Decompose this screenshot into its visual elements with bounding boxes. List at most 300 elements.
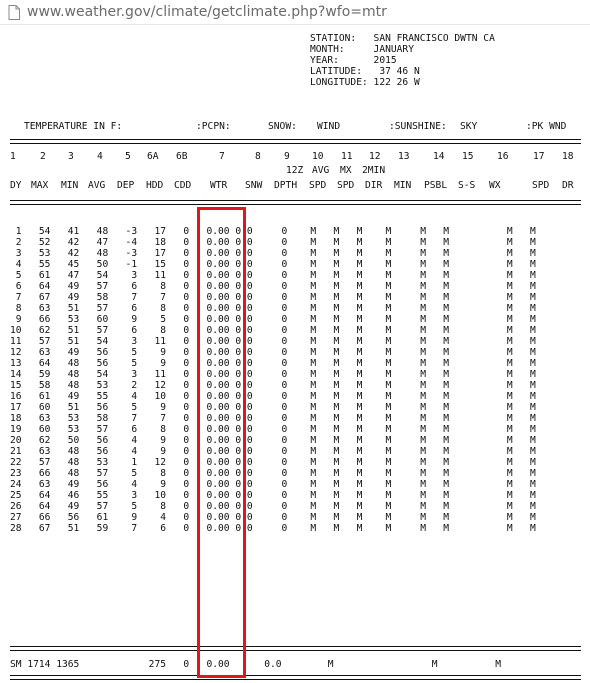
table-cell-dpth: 0 bbox=[252, 270, 288, 281]
column-label: SPD bbox=[532, 180, 550, 191]
table-cell-dpth: 0 bbox=[252, 292, 288, 303]
table-cell-pkspd: M bbox=[495, 259, 513, 270]
table-cell-sunmin: M bbox=[362, 303, 392, 314]
table-cell-snw: 0.0 bbox=[229, 314, 253, 325]
table-cell-hdd: 6 bbox=[137, 523, 167, 534]
table-cell-spd: M bbox=[287, 336, 317, 347]
table-cell-dpth: 0 bbox=[252, 413, 288, 424]
table-cell-pkspd: M bbox=[495, 314, 513, 325]
table-cell-dep: 2 bbox=[108, 380, 138, 391]
wind-group-header: WIND bbox=[317, 121, 341, 132]
table-cell-min: 49 bbox=[50, 479, 80, 490]
table-cell-wtr: 0.00 bbox=[189, 303, 230, 314]
table-row bbox=[10, 435, 536, 446]
table-cell-wx bbox=[449, 259, 495, 270]
table-cell-pkdr: M bbox=[512, 457, 536, 468]
table-cell-snw: 0.0 bbox=[229, 413, 253, 424]
table-cell-min: 42 bbox=[50, 237, 80, 248]
table-cell-pkspd: M bbox=[495, 325, 513, 336]
table-cell-cdd: 0 bbox=[166, 270, 190, 281]
sum-ss: M bbox=[472, 659, 502, 670]
table-cell-hdd: 15 bbox=[137, 259, 167, 270]
table-cell-mxspd: M bbox=[316, 248, 340, 259]
table-cell-wtr: 0.00 bbox=[189, 347, 230, 358]
table-cell-min: 48 bbox=[50, 358, 80, 369]
table-row bbox=[10, 270, 536, 281]
table-cell-min: 51 bbox=[50, 402, 80, 413]
table-cell-dir: M bbox=[339, 303, 363, 314]
sum-label: SM bbox=[10, 659, 22, 670]
sunshine-group-header: :SUNSHINE: bbox=[389, 121, 447, 132]
table-cell-cdd: 0 bbox=[166, 369, 190, 380]
table-cell-wx bbox=[449, 292, 495, 303]
table-cell-wx bbox=[449, 501, 495, 512]
table-cell-psbl: M bbox=[391, 369, 426, 380]
table-cell-mxspd: M bbox=[316, 270, 340, 281]
station-value: SAN FRANCISCO DWTN CA bbox=[373, 33, 495, 44]
table-cell-dir: M bbox=[339, 314, 363, 325]
table-cell-snw: 0.0 bbox=[229, 358, 253, 369]
table-cell-pkspd: M bbox=[495, 413, 513, 424]
table-cell-ss: M bbox=[425, 281, 450, 292]
table-cell-pkdr: M bbox=[512, 413, 536, 424]
table-cell-avg: 54 bbox=[79, 369, 109, 380]
table-cell-sunmin: M bbox=[362, 248, 392, 259]
table-cell-snw: 0.0 bbox=[229, 435, 253, 446]
table-cell-dep: 9 bbox=[108, 512, 138, 523]
table-row bbox=[10, 490, 536, 501]
table-cell-avg: 54 bbox=[79, 270, 109, 281]
table-cell-hdd: 12 bbox=[137, 380, 167, 391]
table-cell-max: 64 bbox=[21, 490, 51, 501]
table-cell-cdd: 0 bbox=[166, 380, 190, 391]
table-cell-spd: M bbox=[287, 468, 317, 479]
table-cell-dy: 23 bbox=[10, 468, 22, 479]
table-cell-wtr: 0.00 bbox=[189, 512, 230, 523]
table-row bbox=[10, 336, 536, 347]
table-cell-cdd: 0 bbox=[166, 292, 190, 303]
table-row bbox=[10, 468, 536, 479]
table-cell-snw: 0.0 bbox=[229, 303, 253, 314]
table-cell-hdd: 17 bbox=[137, 248, 167, 259]
table-cell-cdd: 0 bbox=[166, 391, 190, 402]
column-number: 12 bbox=[369, 151, 381, 162]
table-cell-hdd: 10 bbox=[137, 391, 167, 402]
table-cell-ss: M bbox=[425, 512, 450, 523]
table-cell-mxspd: M bbox=[316, 479, 340, 490]
table-cell-ss: M bbox=[425, 457, 450, 468]
table-cell-psbl: M bbox=[391, 281, 426, 292]
table-cell-hdd: 9 bbox=[137, 402, 167, 413]
table-cell-cdd: 0 bbox=[166, 468, 190, 479]
table-cell-dep: 3 bbox=[108, 270, 138, 281]
table-cell-sunmin: M bbox=[362, 226, 392, 237]
table-cell-avg: 56 bbox=[79, 446, 109, 457]
table-cell-avg: 54 bbox=[79, 336, 109, 347]
table-cell-avg: 48 bbox=[79, 226, 109, 237]
table-cell-spd: M bbox=[287, 259, 317, 270]
table-cell-mxspd: M bbox=[316, 512, 340, 523]
table-cell-snw: 0.0 bbox=[229, 479, 253, 490]
table-cell-sunmin: M bbox=[362, 380, 392, 391]
table-cell-wtr: 0.00 bbox=[189, 413, 230, 424]
table-cell-snw: 0.0 bbox=[229, 490, 253, 501]
table-cell-wtr: 0.00 bbox=[189, 248, 230, 259]
table-row bbox=[10, 380, 536, 391]
table-cell-hdd: 8 bbox=[137, 424, 167, 435]
table-cell-psbl: M bbox=[391, 402, 426, 413]
table-cell-dy: 4 bbox=[10, 259, 22, 270]
table-cell-hdd: 8 bbox=[137, 303, 167, 314]
table-cell-pkdr: M bbox=[512, 380, 536, 391]
table-cell-dep: 7 bbox=[108, 413, 138, 424]
table-cell-sunmin: M bbox=[362, 512, 392, 523]
table-cell-dir: M bbox=[339, 336, 363, 347]
table-cell-snw: 0.0 bbox=[229, 512, 253, 523]
table-cell-wx bbox=[449, 402, 495, 413]
table-cell-dep: 4 bbox=[108, 391, 138, 402]
table-cell-pkdr: M bbox=[512, 259, 536, 270]
table-cell-min: 45 bbox=[50, 259, 80, 270]
table-cell-ss: M bbox=[425, 523, 450, 534]
table-cell-avg: 58 bbox=[79, 292, 109, 303]
table-cell-sunmin: M bbox=[362, 501, 392, 512]
table-cell-min: 53 bbox=[50, 424, 80, 435]
table-cell-dep: 7 bbox=[108, 523, 138, 534]
table-cell-hdd: 9 bbox=[137, 347, 167, 358]
table-cell-dy: 17 bbox=[10, 402, 22, 413]
sky-group-header: SKY bbox=[460, 121, 478, 132]
table-cell-dir: M bbox=[339, 501, 363, 512]
table-cell-dy: 11 bbox=[10, 336, 22, 347]
table-cell-hdd: 11 bbox=[137, 336, 167, 347]
table-cell-pkspd: M bbox=[495, 446, 513, 457]
table-cell-min: 48 bbox=[50, 468, 80, 479]
table-cell-min: 48 bbox=[50, 457, 80, 468]
table-cell-ss: M bbox=[425, 226, 450, 237]
table-cell-pkspd: M bbox=[495, 490, 513, 501]
table-cell-dy: 24 bbox=[10, 479, 22, 490]
table-cell-pkspd: M bbox=[495, 523, 513, 534]
table-cell-dy: 16 bbox=[10, 391, 22, 402]
table-cell-min: 51 bbox=[50, 303, 80, 314]
column-number: 1 bbox=[10, 151, 16, 162]
table-cell-hdd: 9 bbox=[137, 446, 167, 457]
table-cell-max: 53 bbox=[21, 248, 51, 259]
table-cell-mxspd: M bbox=[316, 457, 340, 468]
table-row bbox=[10, 479, 536, 490]
table-cell-spd: M bbox=[287, 479, 317, 490]
table-cell-min: 49 bbox=[50, 292, 80, 303]
column-number: 9 bbox=[284, 151, 290, 162]
table-cell-pkspd: M bbox=[495, 303, 513, 314]
table-cell-cdd: 0 bbox=[166, 523, 190, 534]
table-cell-max: 54 bbox=[21, 226, 51, 237]
table-cell-max: 66 bbox=[21, 512, 51, 523]
table-cell-pkspd: M bbox=[495, 479, 513, 490]
table-cell-pkdr: M bbox=[512, 314, 536, 325]
table-cell-wx bbox=[449, 457, 495, 468]
table-cell-min: 48 bbox=[50, 369, 80, 380]
table-row bbox=[10, 325, 536, 336]
table-cell-dy: 8 bbox=[10, 303, 22, 314]
column-label: DEP bbox=[117, 180, 135, 191]
table-cell-snw: 0.0 bbox=[229, 369, 253, 380]
table-cell-dep: 3 bbox=[108, 490, 138, 501]
table-cell-wx bbox=[449, 446, 495, 457]
table-cell-dir: M bbox=[339, 347, 363, 358]
column-label: DIR bbox=[365, 180, 383, 191]
sum-spd: M bbox=[281, 659, 334, 670]
table-cell-dep: 9 bbox=[108, 314, 138, 325]
column-number: 2 bbox=[40, 151, 46, 162]
column-label: AVG bbox=[88, 180, 106, 191]
table-cell-wtr: 0.00 bbox=[189, 424, 230, 435]
table-cell-min: 51 bbox=[50, 336, 80, 347]
table-cell-psbl: M bbox=[391, 270, 426, 281]
table-cell-dep: 4 bbox=[108, 435, 138, 446]
table-cell-pkspd: M bbox=[495, 457, 513, 468]
table-cell-wtr: 0.00 bbox=[189, 446, 230, 457]
table-cell-dpth: 0 bbox=[252, 435, 288, 446]
table-cell-dir: M bbox=[339, 413, 363, 424]
table-cell-snw: 0.0 bbox=[229, 468, 253, 479]
table-cell-dpth: 0 bbox=[252, 281, 288, 292]
table-cell-spd: M bbox=[287, 270, 317, 281]
table-cell-dir: M bbox=[339, 457, 363, 468]
table-cell-wx bbox=[449, 435, 495, 446]
table-cell-max: 57 bbox=[21, 457, 51, 468]
table-cell-dy: 22 bbox=[10, 457, 22, 468]
table-cell-dir: M bbox=[339, 358, 363, 369]
table-cell-dir: M bbox=[339, 281, 363, 292]
table-cell-psbl: M bbox=[391, 347, 426, 358]
table-cell-dpth: 0 bbox=[252, 347, 288, 358]
year-value: 2015 bbox=[373, 55, 397, 66]
table-cell-ss: M bbox=[425, 237, 450, 248]
table-cell-avg: 59 bbox=[79, 523, 109, 534]
table-cell-wtr: 0.00 bbox=[189, 479, 230, 490]
table-cell-spd: M bbox=[287, 358, 317, 369]
table-cell-avg: 55 bbox=[79, 391, 109, 402]
table-cell-min: 56 bbox=[50, 512, 80, 523]
column-label: DY bbox=[10, 180, 22, 191]
table-cell-max: 66 bbox=[21, 468, 51, 479]
table-cell-pkspd: M bbox=[495, 512, 513, 523]
table-cell-dep: 5 bbox=[108, 402, 138, 413]
table-cell-pkdr: M bbox=[512, 402, 536, 413]
table-cell-spd: M bbox=[287, 380, 317, 391]
table-cell-pkspd: M bbox=[495, 336, 513, 347]
table-cell-psbl: M bbox=[391, 435, 426, 446]
month-value: JANUARY bbox=[373, 44, 414, 55]
subheader-12z: 12Z bbox=[286, 165, 304, 176]
table-cell-ss: M bbox=[425, 391, 450, 402]
table-cell-ss: M bbox=[425, 303, 450, 314]
table-cell-pkdr: M bbox=[512, 512, 536, 523]
table-cell-sunmin: M bbox=[362, 490, 392, 501]
table-cell-dep: 4 bbox=[108, 446, 138, 457]
table-cell-dy: 13 bbox=[10, 358, 22, 369]
sum-gap bbox=[334, 659, 380, 670]
data-rows bbox=[10, 226, 536, 534]
table-cell-pkspd: M bbox=[495, 358, 513, 369]
table-cell-dy: 7 bbox=[10, 292, 22, 303]
table-cell-wtr: 0.00 bbox=[189, 468, 230, 479]
table-row bbox=[10, 402, 536, 413]
table-cell-wx bbox=[449, 490, 495, 501]
table-cell-max: 64 bbox=[21, 358, 51, 369]
table-cell-wtr: 0.00 bbox=[189, 435, 230, 446]
table-cell-pkdr: M bbox=[512, 468, 536, 479]
table-row bbox=[10, 314, 536, 325]
table-cell-cdd: 0 bbox=[166, 259, 190, 270]
table-cell-max: 63 bbox=[21, 479, 51, 490]
column-label: S-S bbox=[458, 180, 476, 191]
table-cell-wtr: 0.00 bbox=[189, 292, 230, 303]
table-cell-pkspd: M bbox=[495, 435, 513, 446]
table-cell-avg: 57 bbox=[79, 424, 109, 435]
table-cell-min: 51 bbox=[50, 325, 80, 336]
column-label: SPD bbox=[309, 180, 327, 191]
table-cell-pkdr: M bbox=[512, 336, 536, 347]
table-cell-pkdr: M bbox=[512, 369, 536, 380]
table-cell-spd: M bbox=[287, 281, 317, 292]
table-cell-sunmin: M bbox=[362, 424, 392, 435]
table-cell-mxspd: M bbox=[316, 226, 340, 237]
table-cell-wtr: 0.00 bbox=[189, 259, 230, 270]
temperature-group-header: TEMPERATURE IN F: bbox=[24, 121, 123, 132]
table-cell-pkspd: M bbox=[495, 468, 513, 479]
column-label: PSBL bbox=[424, 180, 448, 191]
table-cell-dpth: 0 bbox=[252, 259, 288, 270]
url-text[interactable]: www.weather.gov/climate/getclimate.php?wfo=mtr bbox=[27, 4, 387, 20]
table-cell-avg: 55 bbox=[79, 490, 109, 501]
table-cell-ss: M bbox=[425, 468, 450, 479]
table-cell-cdd: 0 bbox=[166, 281, 190, 292]
table-cell-psbl: M bbox=[391, 479, 426, 490]
table-cell-dep: -4 bbox=[108, 237, 138, 248]
browser-address-bar[interactable] bbox=[0, 0, 590, 25]
table-cell-snw: 0.0 bbox=[229, 402, 253, 413]
table-cell-max: 63 bbox=[21, 303, 51, 314]
table-cell-pkspd: M bbox=[495, 292, 513, 303]
table-cell-dy: 9 bbox=[10, 314, 22, 325]
table-cell-cdd: 0 bbox=[166, 347, 190, 358]
table-row bbox=[10, 446, 536, 457]
table-cell-dpth: 0 bbox=[252, 336, 288, 347]
table-cell-pkspd: M bbox=[495, 226, 513, 237]
table-cell-snw: 0.0 bbox=[229, 325, 253, 336]
column-label: DR bbox=[562, 180, 574, 191]
subheader-2min: 2MIN bbox=[362, 165, 386, 176]
table-cell-pkspd: M bbox=[495, 380, 513, 391]
table-cell-dep: -1 bbox=[108, 259, 138, 270]
table-cell-wtr: 0.00 bbox=[189, 391, 230, 402]
table-cell-dpth: 0 bbox=[252, 358, 288, 369]
table-cell-max: 57 bbox=[21, 336, 51, 347]
table-cell-ss: M bbox=[425, 347, 450, 358]
table-cell-wtr: 0.00 bbox=[189, 237, 230, 248]
table-cell-sunmin: M bbox=[362, 281, 392, 292]
table-row bbox=[10, 237, 536, 248]
table-cell-mxspd: M bbox=[316, 336, 340, 347]
table-row bbox=[10, 281, 536, 292]
table-cell-hdd: 11 bbox=[137, 270, 167, 281]
summary-rule-top bbox=[10, 646, 581, 651]
table-cell-hdd: 9 bbox=[137, 479, 167, 490]
table-cell-ss: M bbox=[425, 435, 450, 446]
table-cell-pkspd: M bbox=[495, 270, 513, 281]
table-cell-cdd: 0 bbox=[166, 402, 190, 413]
table-cell-psbl: M bbox=[391, 292, 426, 303]
table-cell-sunmin: M bbox=[362, 402, 392, 413]
table-cell-wtr: 0.00 bbox=[189, 523, 230, 534]
table-cell-cdd: 0 bbox=[166, 336, 190, 347]
table-cell-avg: 53 bbox=[79, 380, 109, 391]
table-cell-pkdr: M bbox=[512, 248, 536, 259]
table-cell-dpth: 0 bbox=[252, 424, 288, 435]
table-cell-snw: 0.0 bbox=[229, 391, 253, 402]
table-cell-wx bbox=[449, 270, 495, 281]
column-number: 14 bbox=[433, 151, 445, 162]
table-cell-dir: M bbox=[339, 490, 363, 501]
table-cell-psbl: M bbox=[391, 380, 426, 391]
table-cell-wx bbox=[449, 303, 495, 314]
table-cell-pkspd: M bbox=[495, 391, 513, 402]
table-cell-wx bbox=[449, 237, 495, 248]
column-number: 10 bbox=[312, 151, 324, 162]
table-cell-wx bbox=[449, 336, 495, 347]
table-cell-spd: M bbox=[287, 237, 317, 248]
table-cell-wx bbox=[449, 413, 495, 424]
column-number: 8 bbox=[255, 151, 261, 162]
table-cell-pkspd: M bbox=[495, 501, 513, 512]
table-cell-dpth: 0 bbox=[252, 523, 288, 534]
table-cell-mxspd: M bbox=[316, 402, 340, 413]
table-cell-sunmin: M bbox=[362, 391, 392, 402]
table-cell-dy: 10 bbox=[10, 325, 22, 336]
column-number: 7 bbox=[219, 151, 225, 162]
table-cell-cdd: 0 bbox=[166, 248, 190, 259]
table-cell-snw: 0.0 bbox=[229, 226, 253, 237]
longitude-label: LONGITUDE: bbox=[310, 77, 368, 88]
table-cell-wx bbox=[449, 358, 495, 369]
table-cell-mxspd: M bbox=[316, 314, 340, 325]
table-cell-ss: M bbox=[425, 336, 450, 347]
table-cell-snw: 0.0 bbox=[229, 424, 253, 435]
month-label: MONTH: bbox=[310, 44, 345, 55]
table-row bbox=[10, 358, 536, 369]
sum-gap bbox=[79, 659, 108, 670]
table-cell-wx bbox=[449, 281, 495, 292]
table-cell-mxspd: M bbox=[316, 237, 340, 248]
table-cell-snw: 0.0 bbox=[229, 237, 253, 248]
table-cell-spd: M bbox=[287, 303, 317, 314]
table-cell-cdd: 0 bbox=[166, 490, 190, 501]
table-cell-dy: 2 bbox=[10, 237, 22, 248]
table-cell-dpth: 0 bbox=[252, 402, 288, 413]
table-cell-dir: M bbox=[339, 292, 363, 303]
table-cell-max: 64 bbox=[21, 501, 51, 512]
table-cell-dep: 6 bbox=[108, 303, 138, 314]
table-cell-dep: 1 bbox=[108, 457, 138, 468]
sum-gap bbox=[108, 659, 137, 670]
table-cell-wtr: 0.00 bbox=[189, 369, 230, 380]
table-cell-sunmin: M bbox=[362, 468, 392, 479]
table-cell-max: 67 bbox=[21, 523, 51, 534]
table-cell-hdd: 8 bbox=[137, 281, 167, 292]
